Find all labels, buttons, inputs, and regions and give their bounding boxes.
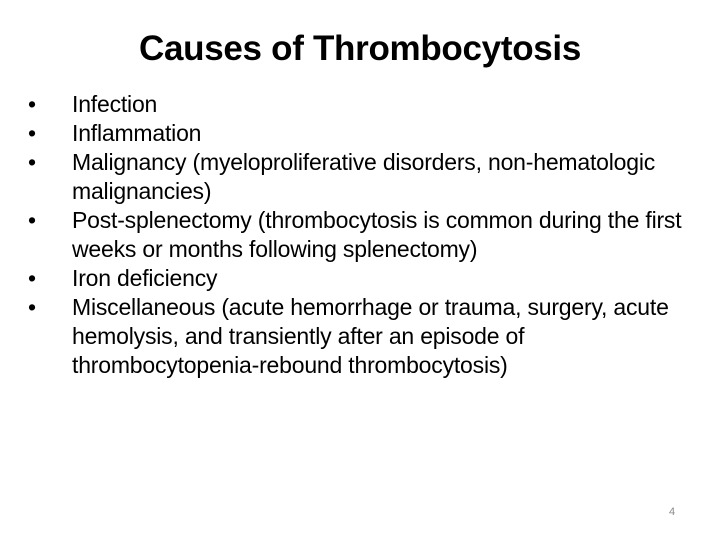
bullet-text: Infection — [72, 91, 158, 117]
bullet-icon: • — [28, 120, 36, 146]
bullet-icon: • — [28, 149, 36, 175]
bullet-icon: • — [28, 207, 36, 233]
bullet-text: Post-splenectomy (thrombocytosis is common during the first weeks or months following splenectomy) — [72, 207, 682, 262]
bullet-icon: • — [28, 265, 36, 291]
bullet-icon: • — [28, 294, 36, 320]
bullet-item-iron-deficiency — [28, 264, 696, 293]
slide-title: Causes of Thrombocytosis — [138, 29, 582, 68]
bullet-item-inflammation — [28, 119, 696, 148]
page-number: 4 — [668, 506, 676, 518]
bullet-text: Iron deficiency — [72, 265, 218, 291]
bullet-item-miscellaneous — [28, 293, 696, 380]
bullet-text: Miscellaneous (acute hemorrhage or trauma, surgery, acute hemolysis, and transiently after an episode of thrombocytopenia-rebound thrombocytosis) — [72, 294, 669, 378]
bullet-list — [28, 90, 696, 380]
bullet-item-infection — [28, 90, 696, 119]
bullet-item-malignancy — [28, 148, 696, 206]
bullet-text: Malignancy (myeloproliferative disorders, non-hematologic malignancies) — [72, 149, 656, 204]
bullet-item-post-splenectomy — [28, 206, 696, 264]
bullet-icon: • — [28, 91, 36, 117]
bullet-text: Inflammation — [72, 120, 202, 146]
